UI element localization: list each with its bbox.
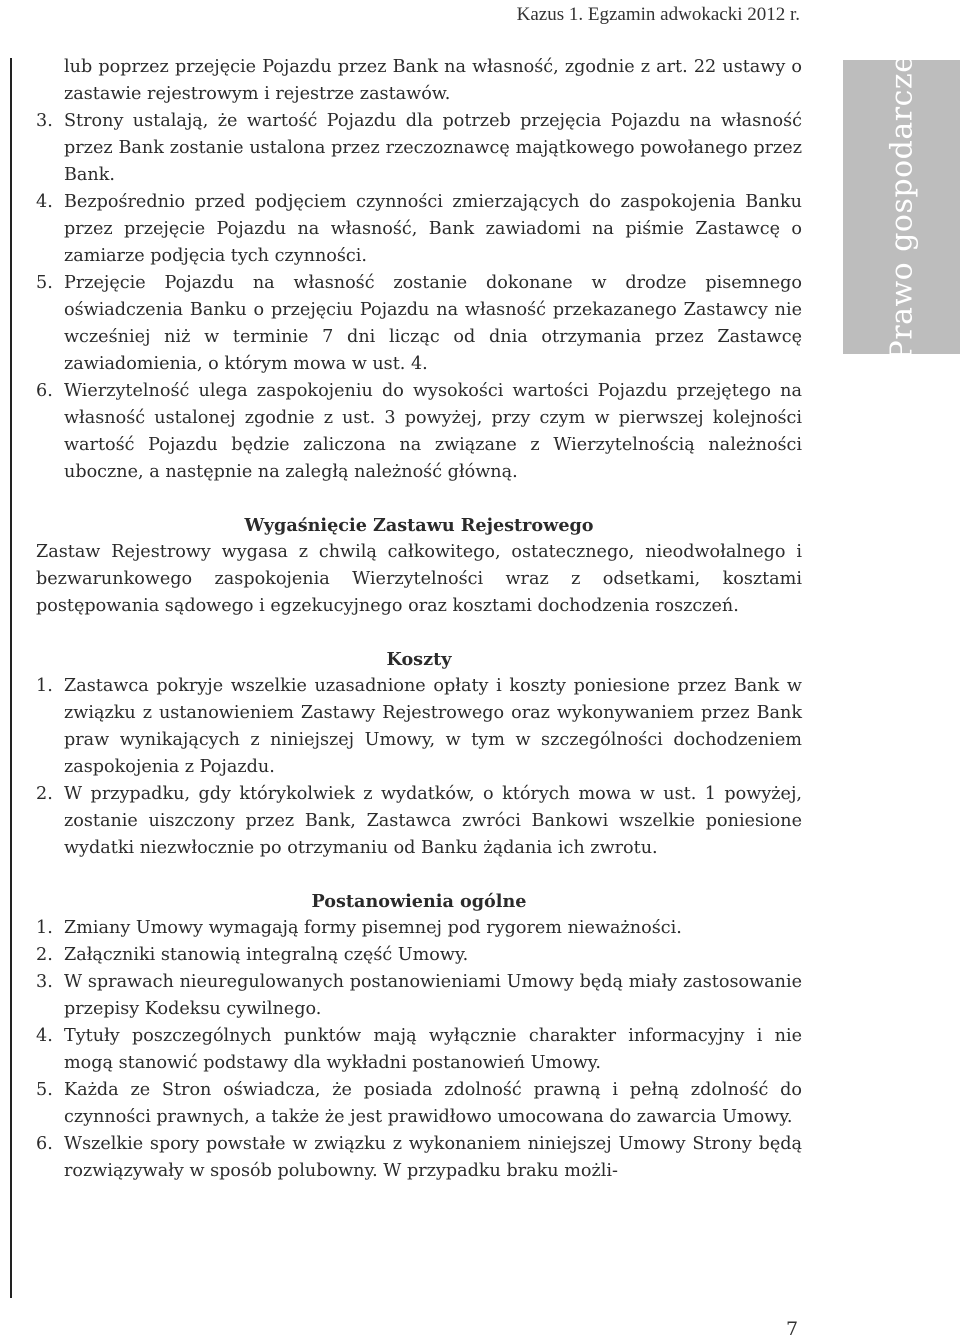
item-text: Zmiany Umowy wymagają formy pisemnej pod rygorem nieważności. (64, 918, 682, 938)
section-title-general: Postanowienia ogólne (311, 891, 527, 912)
item-text: Tytuły poszczególnych punktów mają wyłącznie charakter informacyjny i nie mogą stanowić podstawy dla wykładni postanowień Umowy. (64, 1026, 802, 1073)
item-number: 5. (36, 273, 53, 293)
item-number: 2. (36, 945, 53, 965)
item-text: Każda ze Stron oświadcza, że posiada zdolność prawną i pełną zdolność do czynności prawnych, a także że jest prawidłowo umocowana do zawarcia Umowy. (64, 1080, 802, 1127)
item-number: 2. (36, 784, 53, 804)
costs-list (36, 673, 802, 862)
section-title-expiry: Wygaśnięcie Zastawu Rejestrowego (244, 515, 594, 536)
list-item (36, 270, 802, 378)
running-head: Kazus 1. Egzamin adwokacki 2012 r. (516, 4, 800, 25)
list-item (36, 942, 802, 969)
item-text: Wszelkie spory powstałe w związku z wykonaniem niniejszej Umowy Strony będą rozwiązywały w sposób polubowny. W przypadku braku możli- (64, 1134, 802, 1181)
item-number: 5. (36, 1080, 53, 1100)
list-item (36, 1077, 802, 1131)
side-tab-label: Prawo gospodarcze (884, 54, 920, 360)
item-text: W przypadku, gdy którykolwiek z wydatków, o których mowa w ust. 1 powyżej, zostanie uiszczony przez Bank, Zastawca zwróci Bankowi wszelkie poniesione wydatki niezwłocznie po otrzymaniu od Banku żądania ich zwrotu. (64, 784, 802, 858)
page-number: 7 (786, 1318, 799, 1340)
item-text: Przejęcie Pojazdu na własność zostanie dokonane w drodze pisemnego oświadczenia Banku o przejęciu Pojazdu na własność przekazanego Zastawcy nie wcześniej niż w terminie 7 dni licząc od dnia otrzymania przez Zastawcę zawiadomienia, o którym mowa w ust. 4. (64, 273, 802, 374)
list-item (36, 189, 802, 270)
item-text: W sprawach nieuregulowanych postanowieniami Umowy będą miały zastosowanie przepisy Kodeksu cywilnego. (64, 972, 802, 1019)
item-number: 4. (36, 192, 53, 212)
item-number: 6. (36, 381, 53, 401)
item-text: Wierzytelność ulega zaspokojeniu do wysokości wartości Pojazdu przejętego na własność ustalonej zgodnie z ust. 3 powyżej, przy czym w pierwszej kolejności wartość Pojazdu będzie zaliczona na związane z Wierzytelnością należności uboczne, a następnie na zaległą należność główną. (64, 381, 802, 482)
continuation-paragraph: lub poprzez przejęcie Pojazdu przez Bank na własność, zgodnie z art. 22 ustawy o zastawie rejestrowym i rejestrze zastawów. (64, 57, 802, 104)
list-item (36, 673, 802, 781)
item-text: Zastawca pokryje wszelkie uzasadnione opłaty i koszty poniesione przez Bank w związku z ustanowieniem Zastawy Rejestrowego oraz wykonywaniem przez Bank praw wynikających z niniejszej Umowy, w tym w szczególności dochodzeniem zaspokojenia z Pojazdu. (64, 676, 802, 777)
side-tab (843, 54, 960, 360)
item-number: 1. (36, 676, 53, 696)
list-item (36, 969, 802, 1023)
margin-rule (10, 58, 12, 1298)
page-content (36, 54, 802, 1185)
item-number: 4. (36, 1026, 53, 1046)
item-text: Załączniki stanowią integralną część Umowy. (64, 945, 469, 965)
continuation-list (36, 108, 802, 486)
list-item (36, 1131, 802, 1185)
item-text: Bezpośrednio przed podjęciem czynności zmierzających do zaspokojenia Banku przez przejęcie Pojazdu na własność, Bank zawiadomi na piśmie Zastawcę o zamiarze podjęcia tych czynności. (64, 192, 802, 266)
list-item (36, 781, 802, 862)
item-number: 3. (36, 972, 53, 992)
item-number: 3. (36, 111, 53, 131)
list-item (36, 378, 802, 486)
list-item (36, 108, 802, 189)
list-item (36, 1023, 802, 1077)
item-number: 6. (36, 1134, 53, 1154)
expiry-paragraph: Zastaw Rejestrowy wygasa z chwilą całkowitego, ostatecznego, nieodwołalnego i bezwarunkowego zaspokojenia Wierzytelności wraz z odsetkami, kosztami postępowania sądowego i egzekucyjnego oraz kosztami dochodzenia roszczeń. (36, 542, 802, 616)
item-number: 1. (36, 918, 53, 938)
item-text: Strony ustalają, że wartość Pojazdu dla potrzeb przejęcia Pojazdu na własność przez Bank zostanie ustalona przez rzeczoznawcę majątkowego powołanego przez Bank. (64, 111, 802, 185)
general-list (36, 915, 802, 1185)
section-title-costs: Koszty (386, 649, 452, 670)
list-item (36, 915, 802, 942)
